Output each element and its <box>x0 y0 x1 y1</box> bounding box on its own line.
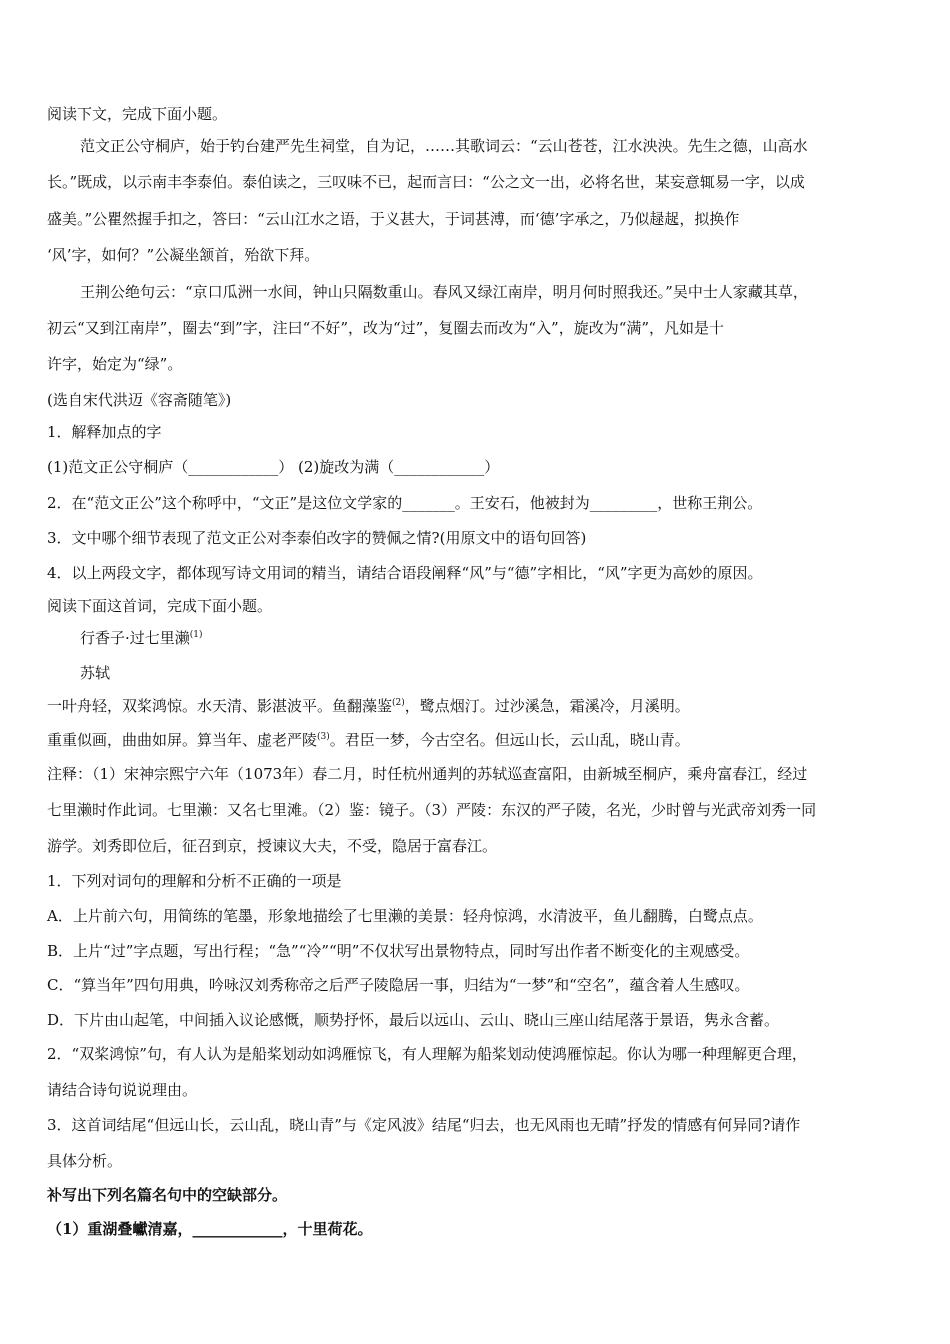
fill-heading: 补写出下列名篇名句中的空缺部分。 <box>47 1186 288 1204</box>
poem-line2-b: 。君臣一梦，今古空名。但远山长，云山乱，晓山青。 <box>329 731 690 749</box>
passage1-source: (选自宋代洪迈《容斋随笔》) <box>47 391 232 409</box>
question2-2-line1: 2．“双桨鸿惊”句，有人认为是船桨划动如鸿雁惊飞，有人理解为船桨划动使鸿雁惊起。你认为哪一种理解更合理， <box>47 1045 807 1063</box>
question2-1-option-d: D．下片由山起笔，中间插入议论感慨，顺势抒怀，最后以远山、云山、晓山三座山结尾落于景语，隽永含蓄。 <box>47 1011 780 1029</box>
poem-title-text: 行香子·过七里濑 <box>80 629 190 647</box>
poem-line2 <box>47 730 690 750</box>
passage1-para2-line3: 许字，始定为“绿”。 <box>47 355 183 373</box>
passage1-para2-line1: 王荆公绝句云：“京口瓜洲一水间，钟山只隔数重山。春风又绿江南岸，明月何时照我还。”吴中士人家藏其草， <box>80 283 808 301</box>
question2-1-option-a: A．上片前六句，用简练的笔墨，形象地描绘了七里濑的美景：轻舟惊鸿，水清波平，鱼儿翻腾，白鹭点点。 <box>47 907 763 925</box>
question2-1-option-c: C．“算当年”四句用典，吟咏汉刘秀称帝之后严子陵隐居一事，归结为“一梦”和“空名”，蕴含着人生感叹。 <box>47 976 750 994</box>
question2-3-line1: 3．这首词结尾“但远山长，云山乱，晓山青”与《定风波》结尾“归去，也无风雨也无晴”抒发的情感有何异同?请作 <box>47 1116 801 1134</box>
passage1-para1-line1: 范文正公守桐庐，始于钓台建严先生祠堂，自为记，……其歌词云：“云山苍苍，江水泱泱。先生之德，山高水 <box>80 137 808 155</box>
poem-line1-b: ，鹭点烟汀。过沙溪急，霜溪冷，月溪明。 <box>404 697 690 715</box>
poem-line1-note: (2) <box>392 698 405 708</box>
passage1-para1-line2: 长。”既成，以示南丰李泰伯。泰伯读之，三叹味不已，起而言曰：“公之文一出，必将名世，某妄意辄易一字，以成 <box>47 173 805 191</box>
poem-notes-line2: 七里濑时作此词。七里濑：又名七里滩。（2）鉴：镜子。（3）严陵：东汉的严子陵，名光，少时曾与光武帝刘秀一同 <box>47 801 817 819</box>
poem-title-note: (1) <box>189 630 203 640</box>
question2-3-line2: 具体分析。 <box>47 1152 123 1170</box>
passage2-intro: 阅读下面这首词，完成下面小题。 <box>47 597 273 615</box>
passage1-para1-line3: 盛美。”公瞿然握手扣之，答曰：“云山江水之语，于义甚大，于词甚溥，而‘德’字承之，乃似趢趗，拟换作 <box>47 210 740 228</box>
fill-item-1: （1）重湖叠巘清嘉，____________，十里荷花。 <box>47 1220 373 1238</box>
passage1-para1-line4: ‘风’字，如何？”公凝坐颔首，殆欲下拜。 <box>47 246 320 264</box>
poem-line2-a: 重重似画，曲曲如屏。算当年、虚老严陵 <box>47 731 318 749</box>
poem-line1 <box>47 696 690 716</box>
poem-line1-a: 一叶舟轻，双桨鸿惊。水天清、影湛波平。鱼翻藻鉴 <box>47 697 393 715</box>
question2-2-line2: 请结合诗句说说理由。 <box>47 1081 198 1099</box>
passage1-intro: 阅读下文，完成下面小题。 <box>47 105 228 123</box>
poem-title <box>80 628 203 648</box>
passage1-para2-line2: 初云“又到江南岸”，圈去“到”字，注曰“不好”，改为“过”，复圈去而改为“入”，旋改为“满”，凡如是十 <box>47 319 725 337</box>
question1-4: 4．以上两段文字，都体现写诗文用词的精当，请结合语段阐释“风”与“德”字相比，“风”字更为高妙的原因。 <box>47 564 763 582</box>
question2-1-option-b: B．上片“过”字点题，写出行程；“急”“冷”“明”不仅状写出景物特点，同时写出作者不断变化的主观感受。 <box>47 942 750 960</box>
question1-3: 3．文中哪个细节表现了范文正公对李泰伯改字的赞佩之情?(用原文中的语句回答) <box>47 529 587 547</box>
poem-line2-note: (3) <box>317 732 330 742</box>
question2-1: 1．下列对词句的理解和分析不正确的一项是 <box>47 872 342 890</box>
question1-1-items: (1)范文正公守桐庐（____________） (2)旋改为满（____________） <box>47 458 500 476</box>
poem-notes-line1: 注释：（1）宋神宗熙宁六年（1073年）春二月，时任杭州通判的苏轼巡查富阳，由新城至桐庐，乘舟富春江，经过 <box>47 765 808 783</box>
question1-2: 2．在“范文正公”这个称呼中，“文正”是这位文学家的_______。王安石，他被封为_________，世称王荆公。 <box>47 494 763 512</box>
poem-author: 苏轼 <box>80 664 111 682</box>
poem-notes-line3: 游学。刘秀即位后，征召到京，授谏议大夫，不受，隐居于富春江。 <box>47 837 498 855</box>
question1-1: 1．解释加点的字 <box>47 423 162 441</box>
